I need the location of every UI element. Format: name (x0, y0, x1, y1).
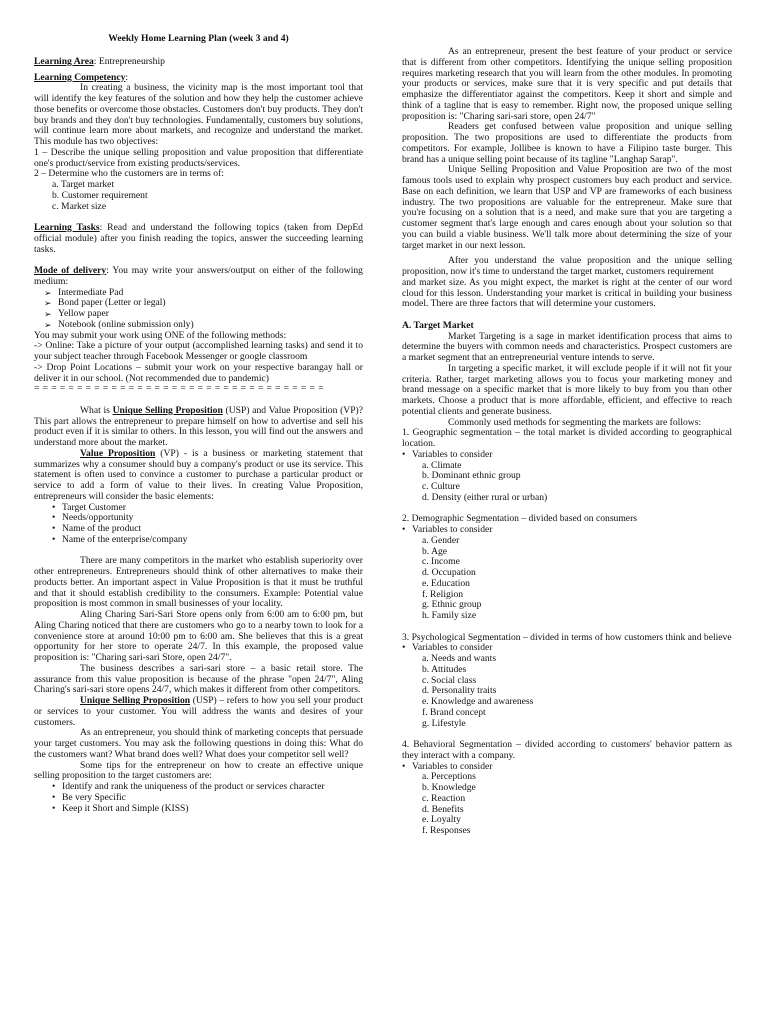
list-item: c. Culture (422, 481, 460, 492)
left-column (34, 30, 363, 814)
objective-2: 2 – Determine who the customers are in terms of: (34, 168, 224, 180)
objective-2-list (34, 180, 363, 212)
list-item: f. Responses (422, 825, 471, 836)
learning-tasks (34, 223, 363, 255)
demographic-heading: 2. Demographic Segmentation – divided based on consumers (402, 513, 637, 525)
understand-paragraph: After you understand the value proposition and the unique selling proposition, now it's time to understand the target market, customers requirement (402, 255, 732, 277)
list-item: c. Reaction (422, 792, 466, 804)
list-item: ➢ Yellow paper (34, 309, 363, 320)
demographic-list (402, 536, 732, 622)
usp-def-text: (USP) – refers to how you sell your product or services to your customer. You will address the wants and desires of your customers. (34, 695, 363, 728)
methods-paragraph: Commonly used methods for segmenting the markets are follows: (448, 416, 702, 428)
vp-text: (VP) - is a business or marketing statement that summarizes why a consumer should buy a company's product or use its service. This statement is often used to convince a customer to purchase a particular product or service to add a form of value to their lives. In creating Value Proposition, entrepreneurs will consider the basic elements: (34, 447, 363, 502)
vp-elements-list (34, 503, 363, 546)
list-item: f. Religion (422, 588, 464, 600)
list-item: ➢ Intermediate Pad (34, 288, 363, 299)
usp-term: Unique Selling Proposition (112, 404, 223, 416)
intro-text-a: What is (80, 404, 113, 416)
list-item: • Keep it Short and Simple (KISS) (34, 804, 363, 815)
tips-intro: Some tips for the entrepreneur on how to create an effective unique selling proposition to the target customers are: (34, 759, 363, 782)
usp-vp-tools-paragraph: Unique Selling Proposition and Value Proposition are two of the most famous tools used to explain why prospect customers buy each product and service. Base on each definition, we learn that USP and VP are frameworks of each business industry. The two propositions are valuable for the entrepreneur. Make sure that you're focusing on a solution that is a need, and make sure that you are targeting a customer segment that's large enough and cares enough about your solution so that you can build a viable business. We'll talk more about determining the size of your target market in our next lesson. (402, 164, 732, 251)
geographic-heading: 1. Geographic segmentation – the total market is divided according to geographical location. (402, 427, 732, 449)
targeting-specific-paragraph: In targeting a specific market, it will exclude people if it will not fit your criteria. Rather, target marketing allows you to focus your marketing money and brand message on a specific market that is more likely to buy from you than other markets. Choose a product that is more affordable, efficient, and effective to reach potential clients and generate business. (402, 362, 732, 417)
list-item: d. Density (either rural or urban) (422, 491, 548, 503)
list-item: b. Age (422, 545, 448, 557)
list-item: e. Knowledge and awareness (422, 696, 534, 707)
list-item: • Be very Specific (34, 793, 363, 804)
list-item: ➢ Notebook (online submission only) (34, 320, 363, 331)
list-item: a. Gender (422, 534, 460, 546)
list-item: h. Family size (422, 610, 477, 621)
variables-label: • Variables to consider (402, 525, 732, 536)
usp-definition (34, 696, 363, 728)
best-feature-paragraph: As an entrepreneur, present the best feature of your product or service that is different from other competitors. Identifying the unique selling proposition requires marketing research that you will learn from the other modules. In promoting your products or services, make sure that it is very specific and put details that emphasize the differentiator against the competitors. Keep it short and simple and think of a tagline that is easy to remember. Right now, the proposed unique selling proposition is: "Charing sari-sari store, open 24/7" (402, 46, 732, 122)
psychological-heading: 3. Psychological Segmentation – divided in terms of how customers think and believe (402, 631, 732, 643)
competency-colon: : (125, 71, 129, 83)
variables-label: • Variables to consider (402, 450, 732, 461)
list-item: a. Target market (52, 179, 115, 190)
list-item: c. Market size (52, 200, 107, 212)
list-item: c. Income (422, 556, 460, 568)
list-item: d. Benefits (422, 803, 464, 815)
list-item: ➢ Bond paper (Letter or legal) (34, 298, 363, 309)
learning-area-label: Learning Area (34, 55, 94, 67)
aling-charing-paragraph: Aling Charing Sari-Sari Store opens only from 6:00 am to 6:00 pm, but Aling Charing noticed that there are customers who go to a nearby town to look for a convenience store at around 10:00 pm to 6:00 am. She believes that this is a great opportunity for her store to operate 24/7. In this example, the proposed value proposition is: "Charing sari-sari Store, open 24/7". (34, 609, 363, 663)
list-item: • Identify and rank the uniqueness of the product or services character (34, 782, 363, 793)
list-item: d. Occupation (422, 567, 476, 578)
list-item: e. Education (422, 577, 470, 589)
behavioral-list (402, 772, 732, 837)
list-item: e. Loyalty (422, 814, 461, 826)
delivery-text: : You may write your answers/output on either of the following medium: (34, 265, 363, 287)
list-item: f. Brand concept (422, 706, 486, 718)
behavioral-heading: 4. Behavioral Segmentation – divided according to customers' behavior pattern as they interact with a company. (402, 739, 732, 761)
list-item: a. Perceptions (422, 771, 476, 783)
list-item: b. Dominant ethnic group (422, 470, 521, 482)
usp-vp-intro (34, 406, 363, 449)
target-market-title: A. Target Market (402, 319, 474, 331)
list-item: c. Social class (422, 674, 477, 686)
variables-label: • Variables to consider (402, 762, 732, 773)
learning-area-value: : Entrepreneurship (93, 55, 165, 67)
separator-line: = = = = = = = = = = = = = = = = = = = = = = = = = = = = = = = = = = (34, 384, 324, 395)
list-item: a. Climate (422, 459, 462, 471)
right-column (402, 47, 732, 837)
tasks-text: : Read and understand the following topics (taken from DepEd official module) after you finish reading the topics, answer the succeeding learning tasks. (34, 222, 363, 255)
marketing-paragraph: As an entrepreneur, you should think of marketing concepts that persuade your target customers. You may ask the following questions in doing this: What do the customers want? What brand does well? What does your competitor sell well? (34, 727, 363, 760)
media-list (34, 288, 363, 331)
learning-area (34, 57, 363, 68)
business-paragraph: The business describes a sari-sari store – a basic retail store. The assurance from this value proposition is because of the phrase "open 24/7", Aling Charing's sari-sari store opens 24/7, which makes it different from other competitors. (34, 662, 363, 696)
vp-term: Value Proposition (80, 447, 156, 459)
tasks-label: Learning Tasks (34, 222, 100, 233)
market-targeting-paragraph: Market Targeting is a sage in market identification process that aims to determine the buyers with common needs and characteristics. Prospect customers are a market segment that an entrepreneurial venture intends to serve. (402, 330, 732, 363)
list-item: d. Personality traits (422, 685, 497, 697)
vp-definition (34, 449, 363, 503)
list-item: • Needs/opportunity (34, 513, 363, 524)
geographic-list (402, 461, 732, 504)
list-item: b. Attitudes (422, 663, 467, 675)
delivery-label: Mode of delivery (34, 265, 107, 276)
list-item: • Target Customer (34, 503, 363, 514)
competency-intro: In creating a business, the vicinity map is the most important tool that will identify the key features of the solution and how they help the customer achieve those benefits or overcome those obstacles. Customers don't buy products. They don't buy brands and they don't buy technologies. Fundamentally, customers buy solutions, will continue learn more about markets, and recognize and understand the market. This module has two objectives: (34, 82, 363, 147)
market-size-paragraph: and market size. As you might expect, the market is right at the center of our word cloud for this lesson. Understanding your market is critical in building your business model. There are three factors that will determine your customers. (402, 276, 732, 310)
methods-intro: You may submit your work using ONE of the following methods: (34, 329, 287, 341)
document-title: Weekly Home Learning Plan (week 3 and 4) (108, 33, 289, 44)
list-item: g. Lifestyle (422, 717, 466, 729)
intro-text-b: (USP) and Value Proposition (VP)? This part allows the entrepreneur to prepare himself on how to advertise and sell his product even if it is similar to others. In this lesson, you will find out the answers and understand more about the market. (34, 404, 363, 448)
competitors-paragraph: There are many competitors in the market who establish superiority over other entrepreneurs. Entrepreneurs should think of other alternatives to make their products better. An important aspect in Value Proposition is that it must be truthful and that it should establish credibility to the consumers. Example: Potential value proposition is most common in small businesses of your locality. (34, 555, 363, 610)
variables-label: • Variables to consider (402, 643, 732, 654)
psychological-list (402, 654, 732, 729)
tips-list (34, 782, 363, 814)
list-item: b. Knowledge (422, 782, 476, 793)
list-item: • Name of the product (34, 524, 363, 535)
list-item: a. Needs and wants (422, 653, 497, 664)
mode-of-delivery (34, 266, 363, 288)
list-item: g. Ethnic group (422, 599, 482, 611)
list-item: b. Customer requirement (52, 189, 148, 201)
competency-label: Learning Competency (34, 71, 126, 83)
method-online: -> Online: Take a picture of your output (accomplished learning tasks) and send it to your subject teacher through Facebook Messenger or google classroom (34, 340, 363, 362)
method-dropoff: -> Drop Point Locations – submit your work on your respective barangay hall or deliver it in our school. (Not recommended due to pandemic) (34, 361, 363, 384)
usp-def-term: Unique Selling Proposition (80, 695, 191, 706)
list-item: • Name of the enterprise/company (34, 535, 363, 546)
target-market-heading (402, 321, 732, 332)
confusion-paragraph: Readers get confused between value proposition and unique selling proposition. The two propositions are used to differentiate the products from competitors. For example, Jollibee is known to have a Filipino taste burger. This brand has a unique selling point because of its tagline "Langhap Sarap". (402, 121, 732, 165)
objective-1: 1 – Describe the unique selling proposition and value proposition that differentiate one's product/service from existing products/services. (34, 146, 363, 169)
